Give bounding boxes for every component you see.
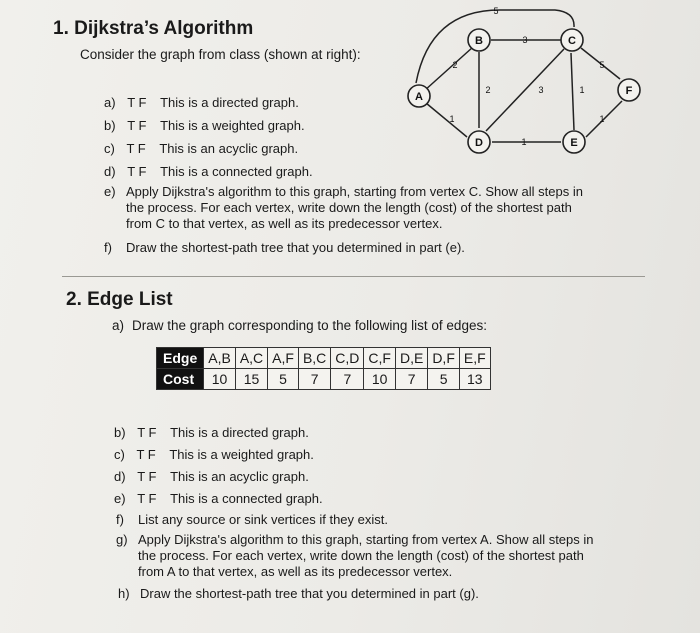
edge-a-d xyxy=(426,103,467,137)
item-label: a) xyxy=(104,95,116,110)
list-item xyxy=(104,164,313,179)
item-text: This is a connected graph. xyxy=(160,164,313,179)
list-item xyxy=(114,491,323,506)
edge-weight-a-b: 2 xyxy=(452,60,458,70)
item-e-line2: the process. For each vertex, write down the length (cost) of the shortest path xyxy=(126,200,572,215)
edge-cell: A,C xyxy=(235,348,267,369)
edge-cell: E,F xyxy=(459,348,490,369)
cost-cell: 10 xyxy=(364,369,396,390)
true-false-choice[interactable]: T F xyxy=(127,95,147,110)
cost-cell: 13 xyxy=(459,369,490,390)
item-text: This is an acyclic graph. xyxy=(159,141,299,156)
edge-weight-c-e: 1 xyxy=(579,85,585,95)
list-item xyxy=(104,141,298,156)
table-row-costs xyxy=(157,369,491,390)
item-f-label: f) xyxy=(104,240,112,255)
section2-item-h-label: h) xyxy=(118,586,130,601)
edge-weight-d-c: 3 xyxy=(538,85,544,95)
edge-weight-b-d: 2 xyxy=(485,85,491,95)
edge-a-c xyxy=(416,10,574,83)
section2-item-f-text: List any source or sink vertices if they exist. xyxy=(138,512,388,527)
graph-figure xyxy=(400,0,670,170)
section-divider xyxy=(62,276,645,277)
item-label: c) xyxy=(104,141,115,156)
list-item xyxy=(114,425,309,440)
edge-weight-a-c: 5 xyxy=(493,6,499,16)
node-label-a: A xyxy=(415,91,423,103)
true-false-choice[interactable]: T F xyxy=(137,491,157,506)
item-label: b) xyxy=(114,425,126,440)
edge-weight-d-e: 1 xyxy=(521,137,527,147)
section1-title: 1. Dijkstra’s Algorithm xyxy=(53,18,254,39)
edge-a-b xyxy=(424,47,473,91)
node-label-d: D xyxy=(475,137,483,149)
edge-cell: B,C xyxy=(298,348,330,369)
list-item xyxy=(104,95,299,110)
node-label-c: C xyxy=(568,35,576,47)
true-false-choice[interactable]: T F xyxy=(136,447,156,462)
item-text: This is a directed graph. xyxy=(170,425,309,440)
cost-cell: 10 xyxy=(204,369,236,390)
section1-intro: Consider the graph from class (shown at right): xyxy=(80,47,361,62)
item-e-line1: Apply Dijkstra's algorithm to this graph, starting from vertex C. Show all steps in xyxy=(126,184,583,199)
item-text: This is a directed graph. xyxy=(160,95,299,110)
table-row-edges xyxy=(157,348,491,369)
section2-item-g-line3: from A to that vertex, as well as its predecessor vertex. xyxy=(138,564,453,579)
cost-header: Cost xyxy=(157,369,204,390)
cost-cell: 5 xyxy=(268,369,299,390)
item-label: d) xyxy=(114,469,126,484)
item-text: This is a connected graph. xyxy=(170,491,323,506)
section2-item-g-line1: Apply Dijkstra's algorithm to this graph, starting from vertex A. Show all steps in xyxy=(138,532,594,547)
true-false-choice[interactable]: T F xyxy=(127,118,147,133)
edge-list-table xyxy=(156,347,491,390)
item-e-label: e) xyxy=(104,184,116,199)
edge-weight-b-c: 3 xyxy=(522,35,528,45)
section2-item-h-text: Draw the shortest-path tree that you determined in part (g). xyxy=(140,586,479,601)
item-label: c) xyxy=(114,447,125,462)
edge-cell: A,F xyxy=(268,348,299,369)
edge-cell: A,B xyxy=(204,348,236,369)
section2-item-a-label: a) xyxy=(112,318,125,333)
item-text: This is an acyclic graph. xyxy=(170,469,309,484)
edge-cell: C,F xyxy=(364,348,396,369)
item-e-line3: from C to that vertex, as well as its predecessor vertex. xyxy=(126,216,443,231)
section2-title: 2. Edge List xyxy=(66,289,173,310)
edge-weight-c-f: 5 xyxy=(599,60,605,70)
cost-cell: 7 xyxy=(395,369,427,390)
list-item xyxy=(114,447,314,462)
edge-header: Edge xyxy=(157,348,204,369)
node-label-b: B xyxy=(475,35,483,47)
edge-cell: D,E xyxy=(395,348,427,369)
true-false-choice[interactable]: T F xyxy=(137,469,157,484)
item-label: b) xyxy=(104,118,116,133)
edge-c-e xyxy=(571,53,574,130)
section2-item-f-label: f) xyxy=(116,512,124,527)
item-label: d) xyxy=(104,164,116,179)
section2-item-g-label: g) xyxy=(116,532,128,547)
list-item xyxy=(114,469,309,484)
edge-cell: C,D xyxy=(331,348,364,369)
cost-cell: 7 xyxy=(298,369,330,390)
edge-weight-a-d: 1 xyxy=(449,114,455,124)
cost-cell: 7 xyxy=(331,369,364,390)
true-false-choice[interactable]: T F xyxy=(127,164,147,179)
section2-item-a-text: Draw the graph corresponding to the following list of edges: xyxy=(132,318,487,333)
item-label: e) xyxy=(114,491,126,506)
cost-cell: 5 xyxy=(428,369,460,390)
node-label-e: E xyxy=(570,137,578,149)
true-false-choice[interactable]: T F xyxy=(126,141,146,156)
node-label-f: F xyxy=(625,85,633,97)
item-f-text: Draw the shortest-path tree that you determined in part (e). xyxy=(126,240,465,255)
edge-d-c xyxy=(486,49,564,131)
edge-cell: D,F xyxy=(428,348,460,369)
cost-cell: 15 xyxy=(235,369,267,390)
list-item xyxy=(104,118,305,133)
item-text: This is a weighted graph. xyxy=(160,118,305,133)
item-text: This is a weighted graph. xyxy=(169,447,314,462)
edge-weight-e-f: 1 xyxy=(599,114,605,124)
section2-item-g-line2: the process. For each vertex, write down the length (cost) of the shortest path xyxy=(138,548,584,563)
true-false-choice[interactable]: T F xyxy=(137,425,157,440)
